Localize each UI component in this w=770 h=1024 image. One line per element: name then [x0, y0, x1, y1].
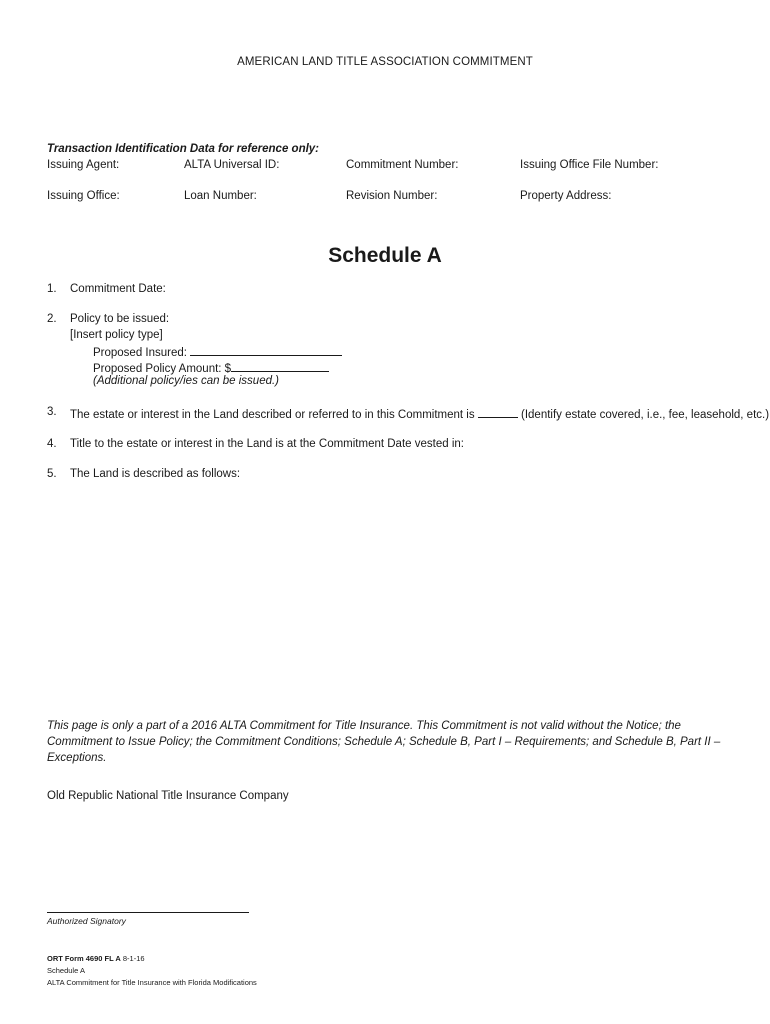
signature-label: Authorized Signatory	[47, 916, 126, 926]
additional-policies-note: (Additional policy/ies can be issued.)	[93, 375, 280, 387]
revision-number-label: Revision Number:	[346, 190, 438, 202]
commitment-number-label: Commitment Number:	[346, 159, 459, 171]
proposed-insured-blank[interactable]	[190, 344, 342, 356]
footer-form-number: ORT Form 4690 FL A	[47, 954, 121, 963]
land-description-label: The Land is described as follows:	[70, 468, 241, 480]
issuing-office-file-number-label: Issuing Office File Number:	[520, 159, 659, 171]
loan-number-label: Loan Number:	[184, 190, 257, 202]
item-number: 2.	[47, 313, 57, 325]
issuing-agent-label: Issuing Agent:	[47, 159, 120, 171]
estate-interest-hint: (Identify estate covered, i.e., fee, leasehold, etc.)	[521, 409, 770, 421]
estate-interest-blank[interactable]	[478, 406, 518, 418]
proposed-insured-label: Proposed Insured:	[93, 347, 187, 359]
property-address-label: Property Address:	[520, 190, 612, 202]
item-number: 5.	[47, 468, 57, 480]
footer-form-date: 8-1-16	[120, 954, 145, 963]
footer-form-id	[47, 954, 145, 963]
footer-schedule: Schedule A	[47, 966, 85, 975]
estate-interest-text: The estate or interest in the Land described or referred to in this Commitment is	[70, 409, 475, 421]
transaction-data-title: Transaction Identification Data for reference only:	[47, 143, 320, 155]
proposed-policy-amount-blank[interactable]	[231, 360, 329, 372]
item-number: 1.	[47, 283, 57, 295]
company-name: Old Republic National Title Insurance Company	[47, 790, 289, 802]
item-number: 3.	[47, 406, 57, 418]
notice-paragraph: This page is only a part of a 2016 ALTA Commitment for Title Insurance. This Commitment is not valid without the Notice; the Commitment to Issue Policy; the Commitment Conditions; Schedule A; Schedule B, Part I – Requirements; and Schedule B, Part II – Exceptions.	[47, 720, 721, 764]
footer-description: ALTA Commitment for Title Insurance with Florida Modifications	[47, 978, 257, 987]
alta-universal-id-label: ALTA Universal ID:	[184, 159, 280, 171]
issuing-office-label: Issuing Office:	[47, 190, 120, 202]
proposed-policy-amount-row	[93, 360, 329, 375]
insert-policy-type: [Insert policy type]	[70, 329, 163, 341]
proposed-insured-row	[93, 344, 342, 359]
commitment-date-label: Commitment Date:	[70, 283, 166, 295]
schedule-title: Schedule A	[328, 244, 442, 267]
estate-interest-row	[70, 406, 769, 421]
item-number: 4.	[47, 438, 57, 450]
title-vested-label: Title to the estate or interest in the Land is at the Commitment Date vested in:	[70, 438, 464, 450]
proposed-policy-amount-label: Proposed Policy Amount: $	[93, 363, 232, 375]
signature-line[interactable]	[47, 912, 249, 913]
policy-to-be-issued-label: Policy to be issued:	[70, 313, 170, 325]
document-header: AMERICAN LAND TITLE ASSOCIATION COMMITMENT	[237, 56, 533, 68]
